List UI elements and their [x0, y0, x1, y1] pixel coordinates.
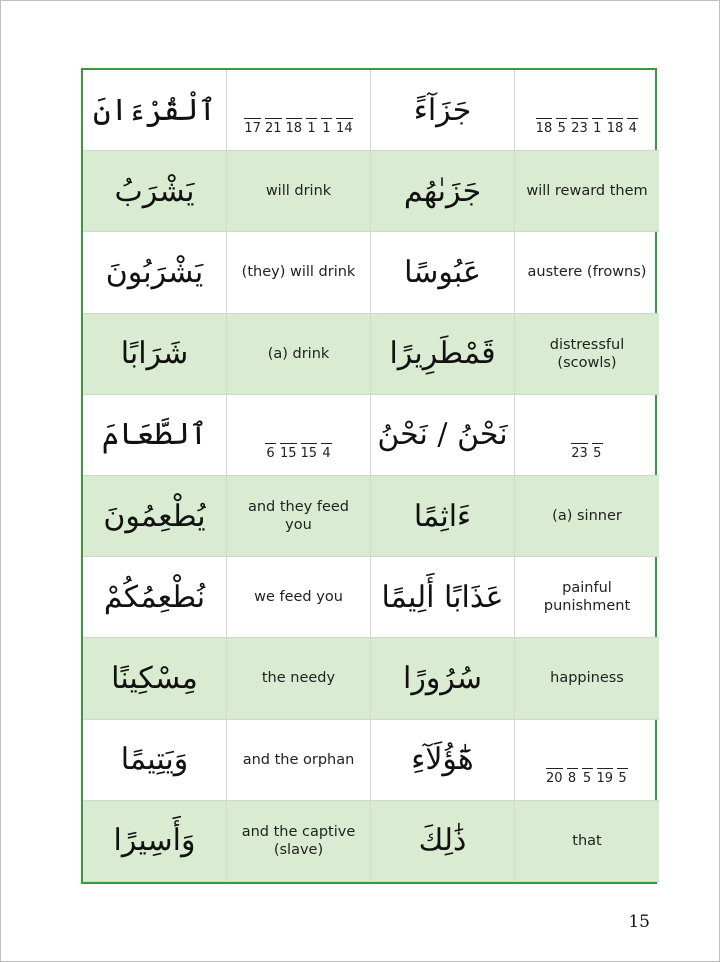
english-meaning: and the orphan	[242, 751, 355, 768]
arabic-word: سُرُورًا	[403, 660, 482, 696]
arabic-word-cell	[371, 314, 515, 395]
arabic-word: عَبُوسًا	[404, 254, 481, 290]
english-meaning-cell	[515, 232, 659, 313]
english-meaning: the needy	[261, 670, 336, 687]
letter-code-number: 18	[607, 118, 624, 136]
arabic-word-cell	[371, 70, 515, 151]
letter-code-number: 14	[336, 118, 353, 136]
arabic-word-cell	[83, 476, 227, 557]
letter-code-number: 5	[617, 768, 628, 786]
arabic-word-cell	[83, 801, 227, 882]
english-meaning: austere (frowns)	[527, 264, 647, 281]
english-meaning: will drink	[265, 183, 332, 200]
letter-code-number: 8	[567, 768, 578, 786]
arabic-word: مِسْكِينًا	[111, 660, 198, 696]
arabic-word: هَٰٓؤُلَآءِ	[411, 742, 474, 778]
english-meaning: that	[572, 832, 602, 849]
arabic-word: يُطْعِمُونَ	[103, 498, 206, 534]
english-meaning-cell	[515, 638, 659, 719]
arabic-word: جَزَىٰهُم	[403, 173, 482, 209]
letter-code-cell	[515, 70, 659, 151]
english-meaning: distressful (scowls)	[549, 336, 625, 371]
english-meaning-cell	[227, 801, 371, 882]
english-meaning: will reward them	[526, 183, 648, 200]
arabic-word-cell	[371, 720, 515, 801]
letter-code-number: 4	[627, 118, 638, 136]
letter-code-number: 1	[321, 118, 332, 136]
letter-code-number: 23	[571, 443, 588, 461]
english-meaning-cell	[227, 638, 371, 719]
english-meaning: happiness	[550, 670, 624, 687]
arabic-word: وَيَتِيمًا	[120, 742, 189, 778]
letter-code-cell	[515, 720, 659, 801]
arabic-word-cell	[83, 557, 227, 638]
letter-code-number: 1	[306, 118, 317, 136]
letter-code-number: 20	[546, 768, 563, 786]
letter-code-number: 21	[265, 118, 282, 136]
arabic-word: ٱلطَّعَامَ	[101, 417, 208, 453]
english-meaning: (a) drink	[267, 345, 330, 362]
english-meaning: (they) will drink	[241, 264, 356, 281]
english-meaning-cell	[227, 557, 371, 638]
letter-code-number: 15	[280, 443, 297, 461]
letter-code-cell	[227, 70, 371, 151]
english-meaning-cell	[515, 476, 659, 557]
arabic-word: نَحْنُ / نَحْنُ	[377, 417, 508, 453]
english-meaning-cell	[227, 232, 371, 313]
arabic-word: عَذَابًا أَلِيمًا	[381, 579, 504, 615]
arabic-word: قَمْطَرِيرًا	[389, 336, 496, 372]
arabic-word-cell	[83, 232, 227, 313]
arabic-word: وَأَسِيرًا	[113, 823, 196, 859]
english-meaning: and the captive (slave)	[241, 823, 356, 858]
letter-code-number: 18	[286, 118, 303, 136]
english-meaning: painful punishment	[543, 580, 631, 615]
arabic-word-cell	[83, 395, 227, 476]
english-meaning-cell	[227, 151, 371, 232]
arabic-word-cell	[371, 801, 515, 882]
arabic-word: نُطْعِمُكُمْ	[103, 579, 206, 615]
english-meaning-cell	[515, 557, 659, 638]
arabic-word-cell	[83, 70, 227, 151]
arabic-word-cell	[371, 395, 515, 476]
vocabulary-table	[81, 68, 657, 884]
english-meaning: we feed you	[254, 589, 343, 606]
letter-code-number: 5	[582, 768, 593, 786]
letter-code-number: 6	[265, 443, 276, 461]
arabic-word-cell	[83, 314, 227, 395]
letter-code-number: 18	[536, 118, 553, 136]
letter-code-number: 5	[592, 443, 603, 461]
english-meaning-cell	[227, 476, 371, 557]
english-meaning-cell	[515, 314, 659, 395]
letter-code-cell	[227, 395, 371, 476]
arabic-word-cell	[83, 720, 227, 801]
arabic-word: يَشْرَبُونَ	[105, 254, 204, 290]
letter-code-number: 19	[597, 768, 614, 786]
letter-code-number: 4	[321, 443, 332, 461]
english-meaning-cell	[515, 151, 659, 232]
arabic-word-cell	[371, 232, 515, 313]
arabic-word-cell	[83, 151, 227, 232]
arabic-word: ذَٰلِكَ	[418, 823, 467, 859]
english-meaning: (a) sinner	[552, 508, 622, 525]
arabic-word-cell	[371, 151, 515, 232]
arabic-word-cell	[371, 638, 515, 719]
letter-code-cell	[515, 395, 659, 476]
arabic-word-cell	[83, 638, 227, 719]
arabic-word-cell	[371, 557, 515, 638]
arabic-word: ءَاثِمًا	[413, 498, 472, 534]
english-meaning-cell	[227, 720, 371, 801]
letter-code-number: 1	[592, 118, 603, 136]
arabic-word: شَرَابًا	[120, 336, 189, 372]
english-meaning: and they feed you	[247, 499, 350, 534]
english-meaning-cell	[227, 314, 371, 395]
arabic-word-cell	[371, 476, 515, 557]
arabic-word: يَشْرَبُ	[114, 173, 195, 209]
letter-code-number: 23	[571, 118, 588, 136]
english-meaning-cell	[515, 801, 659, 882]
page-number: 15	[628, 912, 650, 932]
arabic-word: جَزَآءً	[413, 92, 472, 128]
letter-code-number: 15	[301, 443, 318, 461]
arabic-word: ٱلْقُرْءَانَ	[92, 92, 217, 128]
letter-code-number: 5	[556, 118, 567, 136]
letter-code-number: 17	[244, 118, 261, 136]
